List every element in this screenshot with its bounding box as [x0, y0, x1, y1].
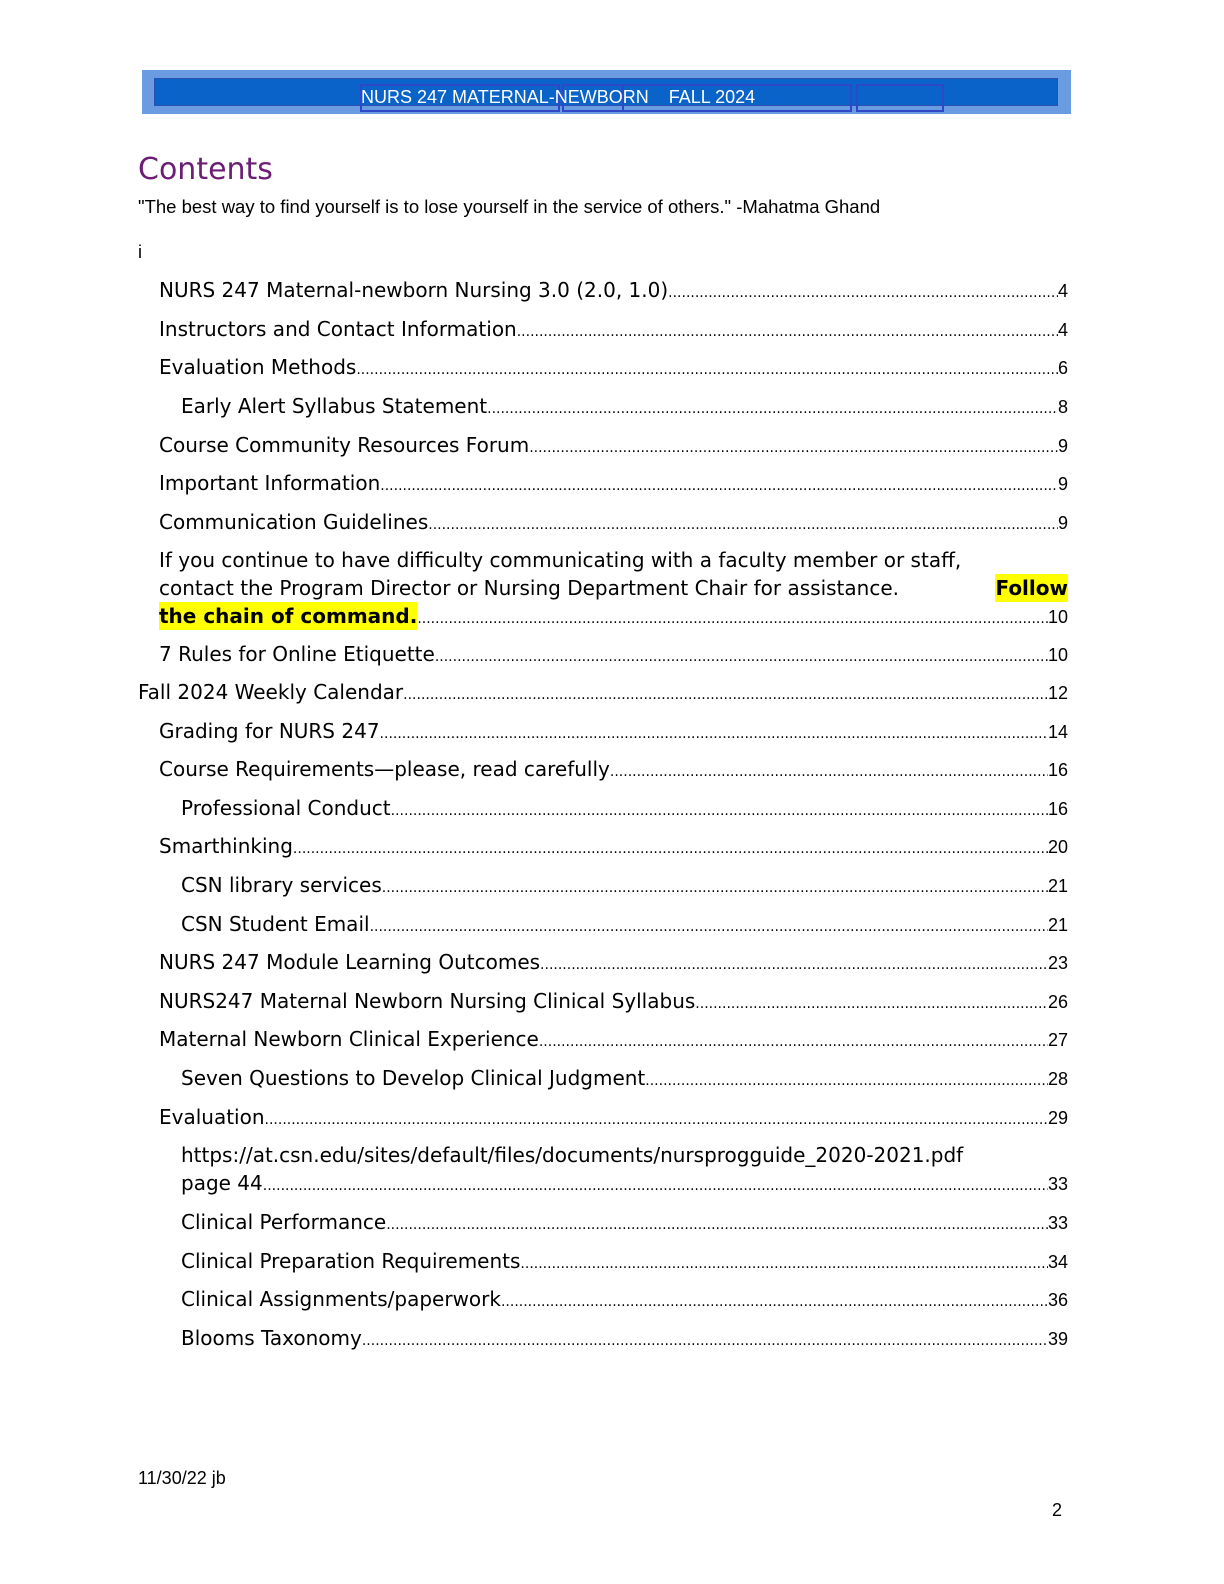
- toc-leader: [417, 605, 1048, 633]
- quote: "The best way to find yourself is to lose yourself in the service of others." -Mahatma Ghand: [138, 196, 881, 217]
- toc-entry-title: Evaluation: [159, 1105, 265, 1129]
- toc-entry-page: 29: [1047, 1108, 1068, 1128]
- toc-entry-title: Communication Guidelines: [159, 510, 429, 534]
- toc-entry[interactable]: [159, 469, 1068, 500]
- highlighted-text: Follow: [995, 576, 1068, 600]
- toc-entry[interactable]: [159, 987, 1068, 1018]
- toc-entry[interactable]: [181, 871, 1068, 902]
- toc-entry-title: 7 Rules for Online Etiquette: [159, 642, 435, 666]
- toc-entry[interactable]: [181, 1208, 1068, 1239]
- toc-entry-page: 10: [1047, 607, 1068, 627]
- toc-entry[interactable]: [181, 1064, 1068, 1095]
- toc-entry[interactable]: [181, 392, 1068, 423]
- contents-heading: Contents: [138, 152, 273, 187]
- toc-entry[interactable]: [181, 910, 1068, 941]
- toc-entry-title: CSN Student Email: [181, 912, 370, 936]
- toc-entry[interactable]: [159, 508, 1068, 539]
- stray-character: i: [138, 242, 142, 262]
- toc-entry[interactable]: [159, 276, 1068, 307]
- toc-entry-page: 33: [1047, 1213, 1068, 1233]
- toc-entry-page: 9: [1057, 513, 1068, 533]
- toc-entry[interactable]: [181, 1247, 1068, 1278]
- toc-entry-title: Important Information: [159, 471, 381, 495]
- toc-entry-title: Smarthinking: [159, 834, 293, 858]
- toc-entry-title-line1: If you continue to have difficulty communicating with a faculty member or staff,: [159, 548, 962, 572]
- toc-leader: [540, 951, 1048, 979]
- toc-leader: [403, 681, 1048, 709]
- toc-leader: [695, 990, 1048, 1018]
- toc-entry-page: 39: [1047, 1329, 1068, 1349]
- toc-leader: [668, 279, 1058, 307]
- toc-entry-page: 36: [1047, 1290, 1068, 1310]
- toc-leader: [265, 1106, 1048, 1134]
- toc-entry-title: Evaluation Methods: [159, 355, 357, 379]
- toc-leader: [428, 511, 1058, 539]
- toc-entry-page: 9: [1057, 474, 1068, 494]
- toc-leader: [645, 1067, 1048, 1095]
- toc-leader: [293, 835, 1048, 863]
- toc-leader: [520, 1250, 1048, 1278]
- toc-leader: [382, 874, 1048, 902]
- toc-entry-page: 12: [1047, 683, 1068, 703]
- toc-entry[interactable]: [181, 794, 1068, 825]
- toc-entry-title: Maternal Newborn Clinical Experience: [159, 1027, 539, 1051]
- toc-entry-line2: [181, 1169, 1068, 1200]
- toc-entry-title: Instructors and Contact Information: [159, 317, 517, 341]
- toc-entry[interactable]: [159, 832, 1068, 863]
- toc-entry[interactable]: [159, 755, 1068, 786]
- toc-entry-title: NURS247 Maternal Newborn Nursing Clinical Syllabus: [159, 989, 696, 1013]
- toc-leader: [517, 318, 1058, 346]
- toc-entry[interactable]: [159, 717, 1068, 748]
- toc-entry[interactable]: [159, 315, 1068, 346]
- toc-leader: [487, 395, 1058, 423]
- highlighted-text: the chain of command.: [159, 604, 418, 628]
- toc-entry-page: 10: [1047, 645, 1068, 665]
- toc-leader: [263, 1172, 1048, 1200]
- toc-entry-page: 34: [1047, 1252, 1068, 1272]
- toc-entry-page: 20: [1047, 837, 1068, 857]
- toc-entry-title-line2: page 44: [181, 1171, 263, 1195]
- toc-entry-title-line2: contact the Program Director or Nursing Department Chair for assistance.: [159, 576, 912, 600]
- toc-entry-title: Grading for NURS 247: [159, 719, 380, 743]
- footer-note: 11/30/22 jb: [138, 1468, 226, 1488]
- toc-entry-title: Clinical Preparation Requirements: [181, 1249, 521, 1273]
- toc-leader: [391, 797, 1048, 825]
- toc-leader: [380, 472, 1058, 500]
- toc-entry[interactable]: [181, 1324, 1068, 1355]
- toc-entry-page: 4: [1057, 281, 1068, 301]
- toc-entry-page: 8: [1057, 397, 1068, 417]
- toc-entry[interactable]: [138, 678, 1068, 709]
- toc-entry-title: Clinical Assignments/paperwork: [181, 1287, 501, 1311]
- toc-entry-title: Course Requirements—please, read carefully: [159, 757, 610, 781]
- toc-entry-title: Professional Conduct: [181, 796, 391, 820]
- toc-entry-page: 23: [1047, 953, 1068, 973]
- toc-entry-title: NURS 247 Module Learning Outcomes: [159, 950, 541, 974]
- header-title: NURS 247 MATERNAL-NEWBORN FALL 2024: [361, 87, 756, 107]
- toc-entry-page: 27: [1047, 1030, 1068, 1050]
- toc-entry-title: NURS 247 Maternal-newborn Nursing 3.0 (2.0, 1.0): [159, 278, 669, 302]
- toc-leader: [356, 356, 1058, 384]
- toc-leader: [386, 1211, 1048, 1239]
- toc-entry[interactable]: [159, 353, 1068, 384]
- toc-entry-title: Clinical Performance: [181, 1210, 387, 1234]
- toc-entry[interactable]: [159, 431, 1068, 462]
- toc-entry-page: 21: [1047, 876, 1068, 896]
- page-number: 2: [1052, 1500, 1063, 1520]
- toc-entry[interactable]: [159, 640, 1068, 671]
- toc-leader: [380, 720, 1048, 748]
- toc-entry-title: CSN library services: [181, 873, 382, 897]
- toc-leader: [370, 913, 1048, 941]
- toc-entry-title: Seven Questions to Develop Clinical Judgment: [181, 1066, 646, 1090]
- toc-entry[interactable]: [159, 948, 1068, 979]
- toc-entry-page: 4: [1057, 320, 1068, 340]
- toc-entry-title: Course Community Resources Forum: [159, 433, 530, 457]
- toc-entry-page: 28: [1047, 1069, 1068, 1089]
- toc-entry-page: 21: [1047, 915, 1068, 935]
- toc-entry-line3: [159, 602, 1068, 633]
- toc-entry-title: Fall 2024 Weekly Calendar: [138, 680, 404, 704]
- toc-leader: [501, 1288, 1048, 1316]
- toc-entry-title: Early Alert Syllabus Statement: [181, 394, 488, 418]
- toc-entry[interactable]: [159, 546, 1068, 633]
- toc-entry-page: 26: [1047, 992, 1068, 1012]
- toc-entry[interactable]: [181, 1141, 1068, 1200]
- toc-leader: [529, 434, 1058, 462]
- toc-entry-page: 14: [1047, 722, 1068, 742]
- toc-entry-title: Blooms Taxonomy: [181, 1326, 362, 1350]
- toc-leader: [362, 1327, 1048, 1355]
- toc-leader: [435, 643, 1048, 671]
- toc-entry-line2: [159, 574, 1068, 602]
- toc-entry[interactable]: [181, 1285, 1068, 1316]
- toc-entry-page: 9: [1057, 436, 1068, 456]
- toc-entry[interactable]: [159, 1103, 1068, 1134]
- toc-entry-title-line1: https://at.csn.edu/sites/default/files/documents/nursprogguide_2020-2021.pdf: [181, 1143, 964, 1167]
- toc-leader: [610, 758, 1048, 786]
- toc-leader: [539, 1028, 1048, 1056]
- toc-entry-page: 6: [1057, 358, 1068, 378]
- toc-entry-page: 16: [1047, 799, 1068, 819]
- toc-entry-page: 16: [1047, 760, 1068, 780]
- toc-entry-page: 33: [1047, 1174, 1068, 1194]
- toc-entry[interactable]: [159, 1025, 1068, 1056]
